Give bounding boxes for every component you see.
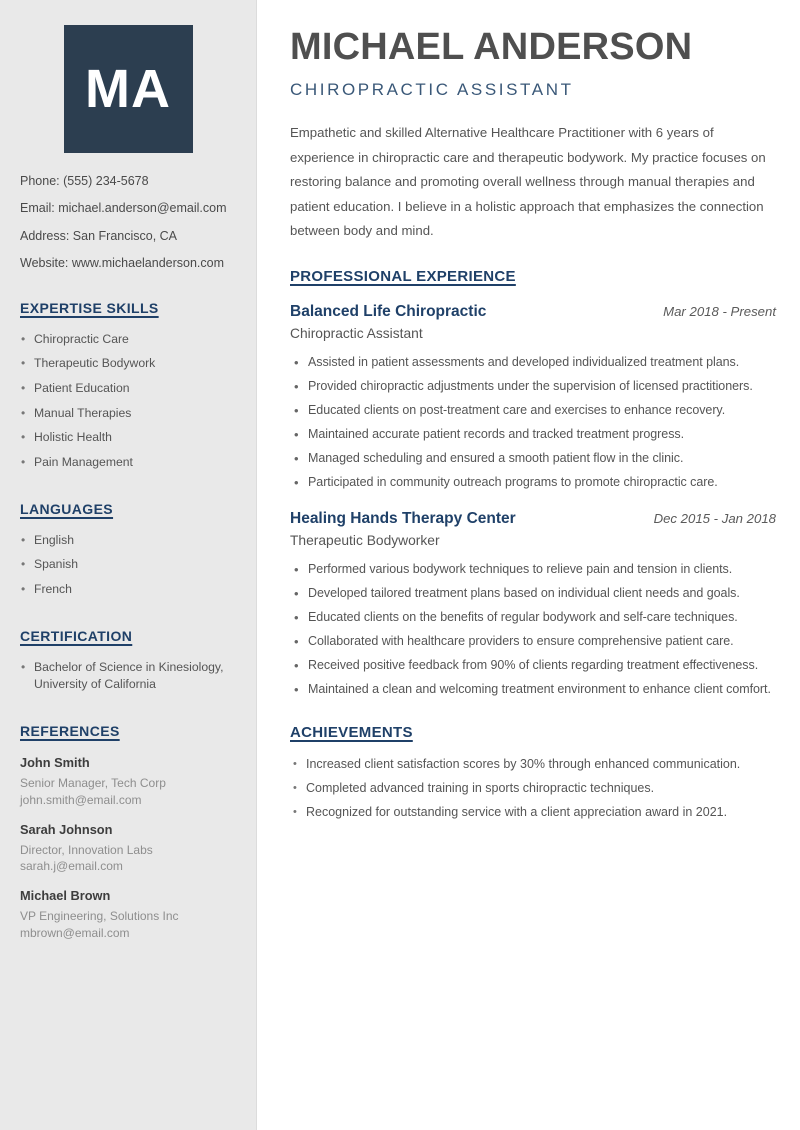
references-section: [20, 723, 236, 942]
reference-entry: [20, 888, 236, 942]
list-item: • Manual Therapies: [20, 405, 236, 423]
job-bullet: • Participated in community outreach programs to promote chiropractic care.: [290, 473, 776, 493]
job-bullet-list: [290, 560, 776, 700]
reference-title: Senior Manager, Tech Corp: [20, 776, 166, 791]
reference-entry: [20, 755, 236, 809]
list-item: • French: [20, 581, 236, 599]
sidebar: [0, 0, 257, 1130]
sidebar-section: [20, 501, 236, 599]
contact-line: Phone: (555) 234-5678: [20, 174, 149, 188]
contact-list: [20, 174, 236, 271]
list-item: • Pain Management: [20, 454, 236, 472]
sidebar-section-heading: CERTIFICATION: [20, 627, 133, 644]
job-bullet: • Maintained a clean and welcoming treatment environment to enhance client comfort.: [290, 680, 776, 700]
job-bullet: • Performed various bodywork techniques to relieve pain and tension in clients.: [290, 560, 776, 580]
list-item: • Bachelor of Science in Kinesiology, University of California: [20, 659, 236, 694]
company-name: Healing Hands Therapy Center: [290, 510, 516, 527]
reference-name: John Smith: [20, 755, 90, 771]
reference-title: VP Engineering, Solutions Inc: [20, 909, 179, 924]
sidebar-section-list: [20, 532, 236, 599]
list-item: • Chiropractic Care: [20, 331, 236, 349]
contact-line: Website: www.michaelanderson.com: [20, 256, 225, 271]
list-item: • Therapeutic Bodywork: [20, 355, 236, 373]
sidebar-section-heading: LANGUAGES: [20, 500, 114, 517]
sidebar-section-list: [20, 331, 236, 472]
experience-heading: PROFESSIONAL EXPERIENCE: [290, 267, 516, 285]
sidebar-sections: [20, 300, 236, 695]
achievement-bullet: • Increased client satisfaction scores by 30% through enhanced communication.: [290, 755, 776, 775]
achievements-list: [290, 755, 776, 823]
page-title: MICHAEL ANDERSON: [290, 26, 693, 68]
reference-name: Michael Brown: [20, 888, 111, 904]
main-content: [257, 0, 800, 1130]
list-item: • Patient Education: [20, 380, 236, 398]
job-dates: Dec 2015 - Jan 2018: [653, 511, 776, 526]
list-item: • Holistic Health: [20, 429, 236, 447]
reference-email: mbrown@email.com: [20, 926, 130, 941]
reference-email: john.smith@email.com: [20, 792, 142, 807]
job-role: Chiropractic Assistant: [290, 325, 423, 341]
job-bullet: • Collaborated with healthcare providers to ensure comprehensive patient care.: [290, 632, 776, 652]
company-name: Balanced Life Chiropractic: [290, 302, 487, 320]
sidebar-section-list: [20, 659, 236, 694]
job-bullet: • Provided chiropractic adjustments under the supervision of licensed practitioners.: [290, 377, 776, 397]
job-bullet: • Managed scheduling and ensured a smooth patient flow in the clinic.: [290, 449, 776, 469]
sidebar-section-heading: EXPERTISE SKILLS: [20, 299, 159, 316]
job-bullet: • Assisted in patient assessments and developed individualized treatment plans.: [290, 353, 776, 373]
achievement-bullet: • Recognized for outstanding service with a client appreciation award in 2021.: [290, 803, 776, 823]
job-bullet: • Received positive feedback from 90% of clients regarding treatment effectiveness.: [290, 656, 776, 676]
job-header-row: [290, 303, 776, 321]
reference-email: sarah.j@email.com: [20, 859, 123, 874]
reference-name: Sarah Johnson: [20, 821, 113, 837]
job-bullet: • Educated clients on the benefits of regular bodywork and self-care techniques.: [290, 608, 776, 628]
sidebar-section: [20, 300, 236, 472]
job-dates: Mar 2018 - Present: [663, 303, 776, 319]
contact-line: Address: San Francisco, CA: [20, 228, 178, 243]
resume-subtitle: CHIROPRACTIC ASSISTANT: [290, 80, 574, 99]
avatar-initials: MA: [85, 59, 171, 119]
job-entry: [290, 303, 776, 493]
reference-entry: [20, 822, 236, 876]
list-item: • English: [20, 532, 236, 550]
jobs-list: [290, 303, 776, 700]
job-entry: [290, 510, 776, 700]
job-bullet: • Educated clients on post-treatment care and exercises to enhance recovery.: [290, 401, 776, 421]
job-header-row: [290, 510, 776, 528]
achievements-section: [290, 724, 776, 823]
job-bullet: • Developed tailored treatment plans based on individual client needs and goals.: [290, 584, 776, 604]
references-heading: REFERENCES: [20, 723, 120, 740]
sidebar-section: [20, 628, 236, 694]
job-role: Therapeutic Bodyworker: [290, 533, 440, 548]
achievements-heading: ACHIEVEMENTS: [290, 723, 413, 741]
references-list: [20, 755, 236, 942]
reference-title: Director, Innovation Labs: [20, 842, 153, 857]
contact-line: Email: michael.anderson@email.com: [20, 201, 227, 216]
summary-paragraph: Empathetic and skilled Alternative Healthcare Practitioner with 6 years of experience in chiropractic care and therapeutic bodywork. My practice focuses on restoring balance and promoting overall wellness through manual therapies and patient education. I believe in a holistic approach that emphasizes the connection between body and mind.: [290, 125, 766, 238]
avatar: [64, 25, 193, 153]
list-item: • Spanish: [20, 556, 236, 574]
achievement-bullet: • Completed advanced training in sports chiropractic techniques.: [290, 779, 776, 799]
job-bullet: • Maintained accurate patient records and tracked treatment progress.: [290, 425, 776, 445]
job-bullet-list: [290, 353, 776, 493]
